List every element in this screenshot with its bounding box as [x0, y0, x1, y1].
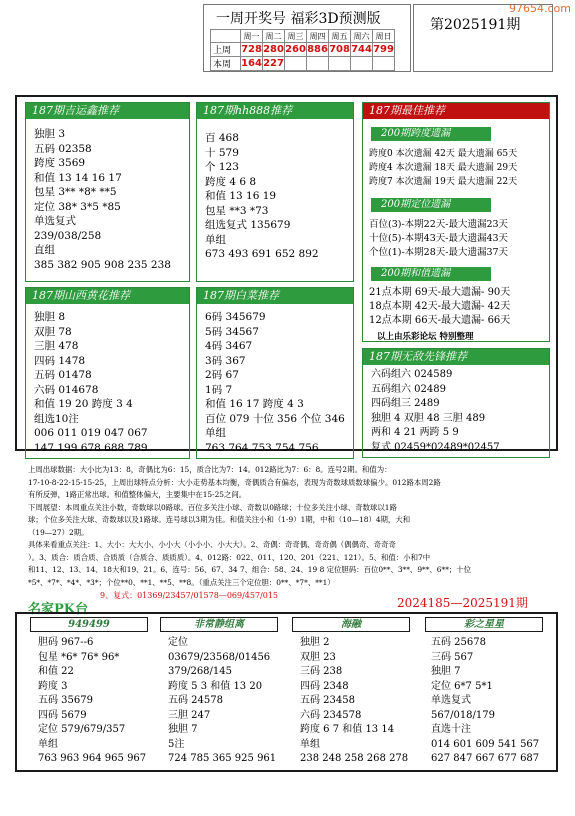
panel-shanxi [25, 287, 190, 459]
b2-title: 非常静组离 [160, 617, 278, 632]
panel-jiyunxin [25, 102, 190, 282]
panel-title: 187期最佳推荐 [363, 103, 549, 119]
b3-body: 独胆 2 双胆 23 三码 238 四码 2348 五码 23458 六码 234578 跨度 6 7 和值 13 14 单组 238 248 258 268 278 [300, 637, 409, 764]
b1-body: 胆码 967--6 包星 *6* 76* 96* 和值 22 跨度 3 五码 35679 四码 5679 定位 579/679/357 单组 763 963 964 965 967 [38, 637, 147, 764]
panel-body: 6码 345679 5码 34567 4码 3467 3码 367 2码 67 1码 7 和值 16 17 跨度 4 3 百位 079 十位 356 个位 346 单组 763 764 753 754 756 [205, 311, 345, 454]
panel-title: 187期无敌先锋推荐 [363, 349, 549, 365]
panel-title: 187期白菜推荐 [197, 288, 353, 304]
sub-title-span: 200期跨度遗漏 [371, 127, 491, 141]
credit-note: 以上由乐彩论坛 特别整理 [377, 332, 474, 342]
b1-title: 949499 [30, 617, 148, 632]
panel-body: 独胆 8 双胆 78 三胆 478 四码 1478 五码 01478 六码 014678 和值 19 20 跨度 3 4 组选10注 006 011 019 047 067 147 199 678 688 789 [34, 311, 148, 454]
sub-title-position: 200期定位遗漏 [371, 198, 491, 212]
sub-title-sum: 200期和值遗漏 [371, 267, 491, 281]
pk-period: 2024185—2025191期 [397, 596, 528, 610]
sum-omission: 21点本期 69天-最大遗漏- 90天 18点本期 42天-最大遗漏- 42天 12点本期 66天-最大遗漏- 66天 [369, 287, 511, 326]
panel-best [362, 102, 550, 342]
panel-hh888 [196, 102, 354, 282]
panel-pioneer [362, 348, 550, 458]
week-table [210, 29, 395, 71]
b4-title: 彩之星星 [425, 617, 543, 632]
panel-title: 187期山西黄花推荐 [26, 288, 189, 304]
current-period: 第2025191期 [430, 17, 521, 33]
this-week-row: 本周 164 227 [211, 57, 395, 71]
last-week-row: 上周 728 280 260 886 708 744 799 [211, 43, 395, 57]
analysis-text: 上周出球数据：大小比为13：8，奇偶比为6：15，质合比为7：14。012路比为7：6：8。连号2期。和值为： 17-10-8-22-15-15-25，上周出球特点分析：大小走势基本均衡，奇偶质合有偏态，表现为奇数球质数球偏少。012路本周2路 有所反弹，1路正常出球。和值整体偏大，主要集中在15-25之间。 下周展望：本周重点关注小数，奇数球以0路球。百位多关注小球、奇数以0路球；十位多关注小球、奇数球以1路 球；个位多关注大球、奇数球以及1路球。连号球以3期为佳。和值关注小和（1-9）1期，中和（10—18）4期，大和 （19—27）2期。 具体来看重点关注：1、大小：大大小、小小大（小小小、小大大）。2、奇偶：奇奇偶、奇奇偶（偶偶奇、奇奇奇 ）。3、质合：质合质、合质质（合质合、质质质）。4、012路：022、011、120、201（221、121）。5、和值：小和7中 和11、12、13、14、18大和19、21。6、连号：56、67、34 7、组合：58、24、19 8 定位胆码：百位0**、3**、9**、6**；十位 *5*、*7*、*4*、*3*；个位**0、**1、**5、**8。（重点关注三个定位胆：0**、*7*、**1） [28, 465, 472, 587]
panel-title: 187期hh888推荐 [197, 103, 353, 119]
position-omission: 百位(3)-本期22天-最大遗漏23天 十位(5)-本期43天-最大遗漏43天 个位(1)-本期28天-最大遗漏37天 [369, 219, 509, 258]
b2-body: 定位 03679/23568/01456 379/268/145 跨度 5 3 和值 13 20 五码 24578 三胆 247 独胆 7 5注 724 785 365 925 961 [168, 637, 277, 764]
watermark: 97654.com [509, 2, 571, 15]
page-title: 一周开奖号 福彩3D预测版 [216, 11, 381, 27]
panel-body: 百 468 十 579 个 123 跨度 4 6 8 和值 13 16 19 包星 **3 *73 组选复式 135679 单组 673 493 691 652 892 [205, 132, 319, 260]
panel-body: 独胆 3 五码 02358 跨度 3569 和值 13 14 16 17 包星 3** *8* **5 定位 38* 3*5 *85 单选复式 239/038/258 直组 385 382 905 908 235 238 [34, 128, 171, 271]
b3-title: 海融 [292, 617, 410, 632]
span-omission: 跨度0 本次遗漏 42天 最大遗漏 65天 跨度4 本次遗漏 18天 最大遗漏 29天 跨度7 本次遗漏 19天 最大遗漏 22天 [369, 149, 518, 187]
panel-body: 六码组六 024589 五码组六 02489 四码组三 2489 独胆 4 双胆 48 三胆 489 两和 4 21 两跨 5 9 复式 02459*02489*02457 [371, 369, 500, 453]
pk-title: 名家PK台 [28, 602, 89, 617]
panel-baicai [196, 287, 354, 459]
fushi-line: 9、复式：01369/23457/01578—069/457/015 [100, 591, 279, 600]
panel-title: 187期吉运鑫推荐 [26, 103, 189, 119]
b4-body: 五码 25678 三码 567 独胆 7 定位 6*7 5*1 单选复式 567/018/179 直选十注 014 601 609 541 567 627 847 667 677 687 [431, 637, 540, 764]
week-header-row: 周一 周二 周三 周四 周五 周六 周日 [211, 30, 395, 43]
